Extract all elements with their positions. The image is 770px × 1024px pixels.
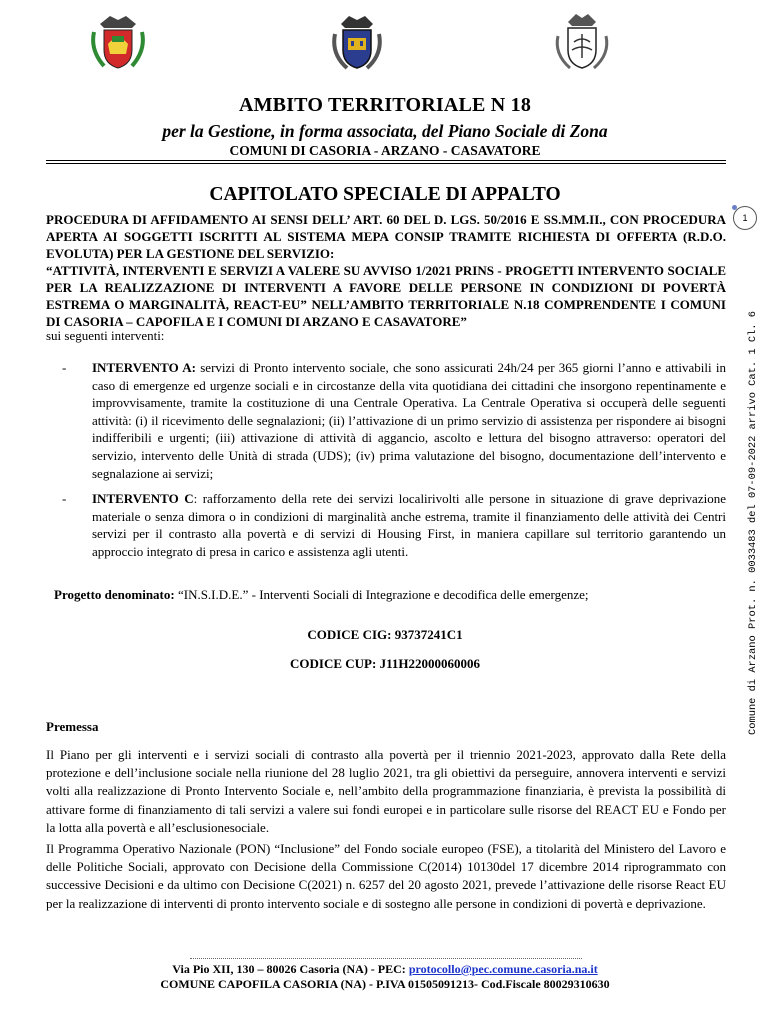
list-dash: - [62,360,67,375]
casoria-crest-icon [86,10,150,74]
codice-cup: CODICE CUP: J11H22000060006 [290,656,480,671]
arzano-crest-icon [325,10,389,74]
header-divider [46,160,726,161]
header-divider-2 [46,163,726,164]
premessa-paragraph-2: Il Programma Operativo Nazionale (PON) “Inclusione” del Fondo sociale europeo (FSE), a titolarità del Ministero del Lavoro e delle Politiche Sociali, approvato con Decisione della Commissione C(2014) 10130del 17 dicembre 2014 riprogrammato con successive Decisioni e da ultimo con Decisione C(2021) n. 6257 del 20 agosto 2021, prevede l’attivazione delle risorse React EU per la realizzazione di interventi di pronto intervento sociale e di sostegno alle persone in condizioni di povertà e deprivazione. [46,841,726,911]
footer-address [0,962,770,977]
badge-dot-icon [732,205,737,210]
document-title: CAPITOLATO SPECIALE DI APPALTO [209,184,561,205]
list-dash: - [62,491,67,506]
procedura-paragraph: PROCEDURA DI AFFIDAMENTO AI SENSI DELL’ ART. 60 DEL D. LGS. 50/2016 E SS.MM.II., CON PROCEDURA APERTA AI SOGGETTI ISCRITTI AL SISTEMA MEPA CONSIP TRAMITE RICHIESTA DI OFFERTA (R.D.O. EVOLUTA) PER LA GESTIONE DEL SERVIZIO: [46,212,726,261]
footer-divider [190,958,582,959]
pec-link[interactable]: protocollo@pec.comune.casoria.na.it [408,962,598,976]
footer-address-text: Via Pio XII, 130 – 80026 Casoria (NA) - PEC: [172,962,409,976]
ambito-title: AMBITO TERRITORIALE N 18 [238,94,532,116]
casavatore-crest-icon [550,10,614,74]
procedura-servizio: “ATTIVITÀ, INTERVENTI E SERVIZI A VALERE SU AVVISO 1/2021 PRINS - PROGETTI INTERVENTO SOCIALE PER LA REALIZZAZIONE DI INTERVENTI A FAVORE DELLE PERSONE IN CONDIZIONI DI POVERTÀ ESTREMA O MARGINALITÀ, REACT-EU” NELL’AMBITO TERRITORIALE N.18 COMPRENDENTE I COMUNI DI CASORIA – CAPOFILA E I COMUNI DI ARZANO E CASAVATORE” [46,263,726,329]
premessa-paragraph-1: Il Piano per gli interventi e i servizi sociali di contrasto alla povertà per il triennio 2021-2023, approvato dalla Rete della protezione e dell’inclusione sociale nella riunione del 28 luglio 2021, tra gli obiettivi da perseguire, annovera interventi e servizi volti alla realizzazione di Pronto Intervento Sociale e, nell’ambito della programmazione finanziaria, è prevista la possibilità di attivare forme di finanziamento di tali servizi a valere sui fondi europei e in particolare sulle risorse del REACT EU e Fondo per la lotta alla povertà e all’esclusionesociale. [46,747,726,835]
protocol-stamp: Comune di Arzano Prot. n. 0033483 del 07-09-2022 arrivo Cat. 1 Cl. 6 [747,310,759,735]
progetto-label: Progetto denominato: [54,587,175,602]
intervento-label: INTERVENTO A: [92,360,196,375]
intervento-label: INTERVENTO C [92,491,194,506]
intervento-text: servizi di Pronto intervento sociale, che sono assicurati 24h/24 per 365 giorni l’anno e attivabili in caso di emergenze ed urgenze sociali e in circostanze della vita quotidiana dei cittadini che insorgono repentinamente e improvvisamente, tramite la costituzione di una Centrale Operativa. La Centrale Operativa si occuperà delle seguenti attività: (i) il ricevimento delle segnalazioni; (ii) l’attivazione di un primo servizio di assistenza per rispondere ai bisogni indifferibili e urgenti; (iii) attivazione di attività di aggancio, ascolto e lettura del bisogno attraverso: operatori del servizio, intervento delle Unità di strada (UDS); (iv) prima valutazione del bisogno, documentazione dell’intervento e segnalazione ai servizi; [92,360,726,481]
intervento-c [62,490,726,560]
intervento-text: : rafforzamento della rete dei servizi localirivolti alle persone in situazione di grave deprivazione materiale o senza dimora o in condizioni di marginalità anche estrema, tramite il finanziamento delle attività dei Centri servizi per il contrasto alla povertà e di servizi di Housing First, in maniera capillare sul territorio garantendo un approccio integrato di presa in carico e assistenza agli utenti. [92,491,726,559]
codice-cig: CODICE CIG: 93737241C1 [307,627,463,642]
procedura-block [46,211,726,330]
progetto-text: “IN.S.I.D.E.” - Interventi Sociali di Integrazione e decodifica delle emergenze; [174,587,589,602]
progetto-line [54,587,734,603]
footer-fiscal: COMUNE CAPOFILA CASORIA (NA) - P.IVA 01505091213- Cod.Fiscale 80029310630 [160,977,610,991]
page-number-badge[interactable]: 1 [733,206,757,230]
ambito-subtitle: per la Gestione, in forma associata, del Piano Sociale di Zona [162,121,608,141]
comuni-line: COMUNI DI CASORIA - ARZANO - CASAVATORE [229,143,541,158]
premessa-heading: Premessa [46,719,99,734]
intervento-a [62,359,726,482]
seguenti-interventi: sui seguenti interventi: [46,328,165,343]
